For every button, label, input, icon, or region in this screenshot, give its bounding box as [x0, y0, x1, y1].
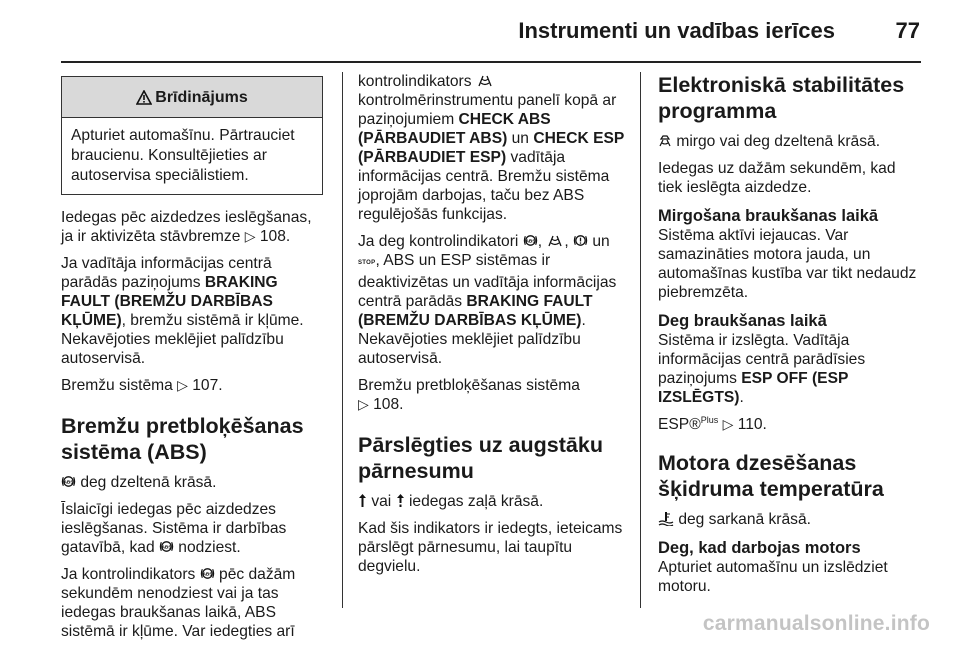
- subheading: Deg, kad darbojas motors: [658, 539, 861, 557]
- brake-system-icon: [573, 233, 588, 248]
- page-reference-arrow-icon: ▷: [358, 396, 369, 412]
- section-heading: Motora dzesēšanas šķidruma temperatūra: [658, 451, 884, 501]
- esp-icon: [546, 234, 564, 248]
- abs-icon: [200, 566, 215, 581]
- column-divider: [342, 72, 343, 608]
- paragraph: Apturiet automašīnu un izslēdziet motoru.: [658, 559, 888, 595]
- warning-header: [62, 77, 322, 118]
- esp-icon: [658, 134, 672, 148]
- page-reference[interactable]: 108.: [373, 396, 404, 413]
- column-1: [61, 76, 323, 649]
- svg-text:ABS: ABS: [525, 238, 536, 244]
- paragraph: deg sarkanā krāsā.: [658, 510, 920, 529]
- paragraph: Sistēma aktīvi iejaucas. Var samazināties motora jauda, un automašīnas kustība var tikt nedaudz piebremzēta.: [658, 227, 917, 301]
- paragraph: Bremžu pretbloķēšanas sistēma ▷ 108.: [358, 377, 580, 413]
- paragraph: Ja vadītāja informācijas centrā parādās paziņojums BRAKING FAULT (BREMŽU DARBĪBAS KĻŪME), bremžu sistēmā ir kļūme. Nekavējoties meklējiet palīdzību autoservisā.: [61, 255, 304, 367]
- watermark: carmanualsonline.info: [702, 612, 930, 635]
- svg-text:ABS: ABS: [202, 571, 213, 577]
- page-reference-arrow-icon: ▷: [177, 377, 188, 393]
- header-title: Instrumenti un vadības ierīces: [518, 18, 835, 43]
- section-heading: Elektroniskā stabilitātes programma: [658, 73, 905, 123]
- warning-body: Apturiet automašīnu. Pārtrauciet braucienu. Konsultējieties ar autoservisa speciālistiem.: [71, 127, 295, 184]
- paragraph: vai iedegas zaļā krāsā.: [358, 492, 630, 511]
- paragraph: Ja deg kontrolindikatori ABS , , un STOP, ABS un ESP sistēmas ir deaktivizētas un vadītāja informācijas centrā parādās BRAKING FAULT (BREMŽU DARBĪBAS KĻŪME). Nekavējoties meklējiet palīdzību autoservisā.: [358, 233, 617, 367]
- paragraph: Īslaicīgi iedegas pēc aizdedzes ieslēgšanas. Sistēma ir darbības gatavībā, kad ABS nodziest.: [61, 501, 287, 556]
- paragraph: ABS deg dzeltenā krāsā.: [61, 473, 323, 492]
- subheading: Deg braukšanas laikā: [658, 312, 827, 330]
- paragraph: Kad šis indikators ir iedegts, ieteicams pārslēgt pārnesumu, lai taupītu degvielu.: [358, 520, 623, 575]
- page-number: 77: [895, 18, 920, 43]
- esp-icon: [476, 74, 494, 88]
- paragraph: Sistēma ir izslēgta. Vadītāja informācijas centrā parādīsies paziņojums ESP OFF (ESP IZSLĒGTS).: [658, 332, 866, 406]
- page-reference-arrow-icon: ▷: [722, 416, 734, 432]
- shift-up-icon: [358, 493, 367, 508]
- svg-text:ABS: ABS: [161, 544, 172, 550]
- page-reference[interactable]: 108.: [259, 228, 291, 245]
- page-reference[interactable]: 107.: [192, 377, 223, 394]
- paragraph: Bremžu sistēma ▷ 107.: [61, 377, 223, 394]
- paragraph: ESP®$^{Plus}$ ▷ 110.: [658, 414, 767, 433]
- section-heading: Pārslēgties uz augstāku pārnesumu: [358, 433, 603, 483]
- column-2: [358, 72, 630, 584]
- warning-box: [61, 76, 323, 195]
- paragraph: kontrolindikators kontrolmērinstrumentu panelī kopā ar paziņojumiem CHECK ABS (PĀRBAUDIET ABS) un CHECK ESP (PĀRBAUDIET ESP) vadītāja informācijas centrā. Bremžu sistēma joprojām darbojas, taču bez ABS regulējošās funkcijas.: [358, 73, 625, 223]
- warning-title: Brīdinājums: [155, 88, 248, 106]
- svg-text:ABS: ABS: [63, 479, 74, 485]
- column-divider: [640, 72, 641, 608]
- paragraph: Ja kontrolindikators ABS pēc dažām sekundēm nenodziest vai ja tas iedegas braukšanas laikā, ABS sistēmā ir kļūme. Var iedegties arī: [61, 566, 296, 640]
- shift-up-icon: [396, 493, 405, 508]
- header-rule: [61, 61, 921, 63]
- warning-triangle-icon: [136, 90, 152, 105]
- subheading: Mirgošana braukšanas laikā: [658, 207, 879, 225]
- paragraph: Iedegas uz dažām sekundēm, kad tiek ieslēgta aizdedze.: [658, 160, 896, 196]
- abs-icon: [523, 233, 538, 248]
- column-3: [658, 72, 920, 604]
- page-reference[interactable]: 110.: [737, 416, 767, 433]
- coolant-temperature-icon: [658, 511, 674, 526]
- page-header: [0, 18, 920, 48]
- section-heading: Bremžu pretbloķēšanas sistēma (ABS): [61, 414, 304, 464]
- page-reference-arrow-icon: ▷: [244, 228, 256, 244]
- abs-icon: [61, 474, 76, 489]
- paragraph: Iedegas pēc aizdedzes ieslēgšanas, ja ir aktivizēta stāvbremze ▷ 108.: [61, 209, 312, 245]
- abs-icon: [159, 539, 174, 554]
- paragraph: mirgo vai deg dzeltenā krāsā.: [658, 132, 920, 151]
- stop-icon: STOP: [358, 260, 376, 266]
